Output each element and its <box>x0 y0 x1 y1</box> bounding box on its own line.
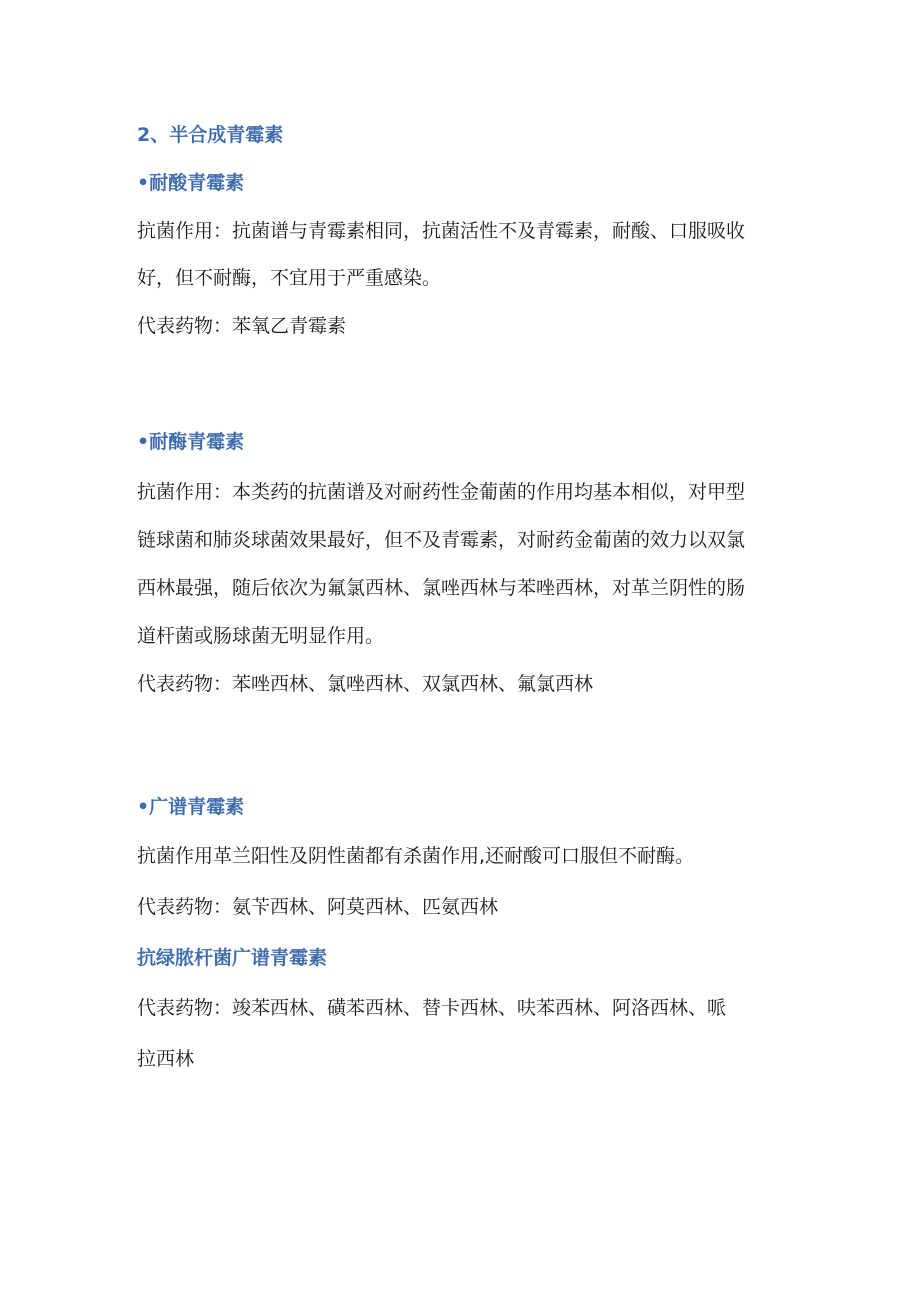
broad-spectrum-drugs: 代表药物：氨苄西林、阿莫西林、匹氨西林 <box>137 896 499 918</box>
broad-spectrum-effect: 抗菌作用革兰阳性及阴性菌都有杀菌作用,还耐酸可口服但不耐酶。 <box>137 845 695 867</box>
antipseudomonal-drugs-line-2: 拉西林 <box>137 1048 195 1070</box>
antipseudomonal-drugs-line-1: 代表药物：竣苯西林、磺苯西林、替卡西林、呋苯西林、阿洛西林、哌 <box>137 997 727 1019</box>
acid-resistant-effect-line-2: 好，但不耐酶，不宜用于严重感染。 <box>137 267 442 289</box>
enzyme-resistant-effect-line-2: 链球菌和肺炎球菌效果最好，但不及青霉素，对耐药金葡菌的效力以双氯 <box>137 529 746 551</box>
enzyme-resistant-effect-line-1: 抗菌作用：本类药的抗菌谱及对耐药性金葡菌的作用均基本相似，对甲型 <box>137 481 746 503</box>
enzyme-resistant-drugs: 代表药物：苯唑西林、氯唑西林、双氯西林、氟氯西林 <box>137 673 594 695</box>
enzyme-resistant-effect-line-4: 道杆菌或肠球菌无明显作用。 <box>137 625 385 647</box>
acid-resistant-heading: •耐酸青霉素 <box>137 172 245 194</box>
enzyme-resistant-heading: •耐酶青霉素 <box>137 431 245 453</box>
acid-resistant-effect-line-1: 抗菌作用：抗菌谱与青霉素相同，抗菌活性不及青霉素，耐酸、口服吸收 <box>137 220 746 242</box>
acid-resistant-drugs: 代表药物：苯氧乙青霉素 <box>137 315 347 337</box>
broad-spectrum-heading: •广谱青霉素 <box>137 796 245 818</box>
antipseudomonal-heading: 抗绿脓杆菌广谱青霉素 <box>137 947 328 969</box>
enzyme-resistant-effect-line-3: 西林最强，随后依次为氟氯西林、氯唑西林与苯唑西林，对革兰阴性的肠 <box>137 577 746 599</box>
section-title: 2、半合成青霉素 <box>137 124 284 146</box>
